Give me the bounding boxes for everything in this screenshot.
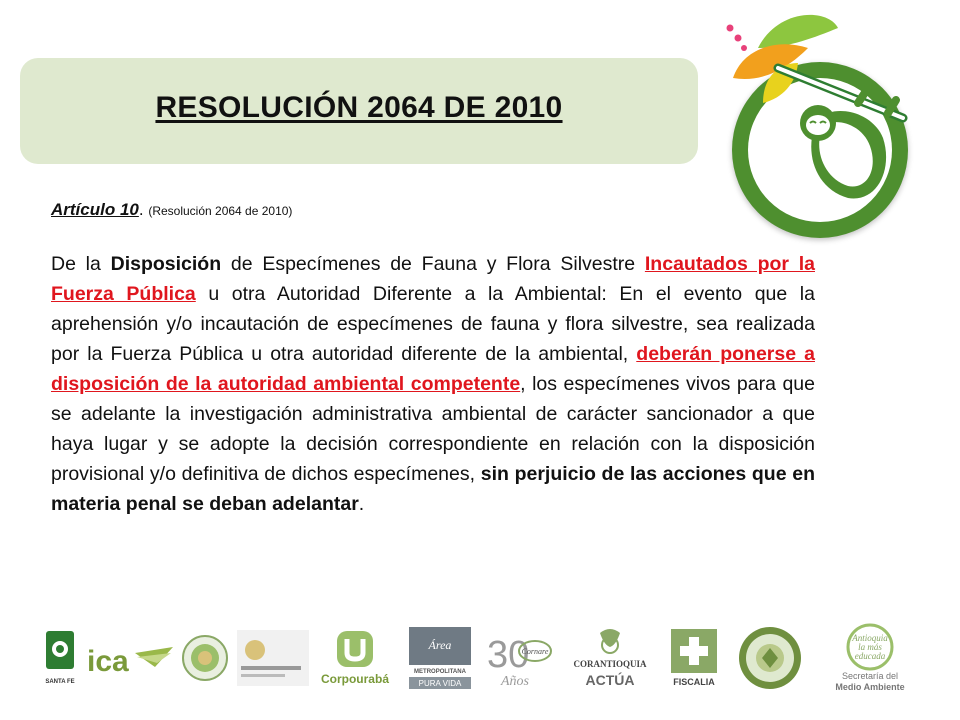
para-text-4: , los especímenes vivos para que se adelante la investigación administrativa ambiental de carácter sancionador a que haya lugar y se adopte la decisión correspondiente en relación con la disposición provisional y/o definitiva de dichos especímenes, [51,373,815,485]
antioquia-line2: la más [858,642,882,652]
dot-pink-3 [741,45,747,51]
dot-pink-2 [735,35,742,42]
cornare-anos: Años [501,674,529,689]
para-highlight-incautados: Incautados por la Fuerza Pública [51,253,815,305]
santafe-shield-icon [42,627,78,689]
para-text-3: u otra Autoridad Diferente a la Ambiental: En el evento que la aprehensión y/o incautación de especímenes de fauna y flora silvestre, sea realizada por la Fuerza Pública u otra autoridad diferente de la ambiental, [51,283,815,365]
seal-green-icon [181,634,229,682]
article-heading [51,200,292,220]
fiscalia-icon [669,625,719,691]
cornare-name: Cornare [521,647,549,656]
corantioquia-label: CORANTIOQUIA [573,659,647,669]
cornare-icon [485,625,555,691]
para-highlight-disposicion: deberán ponerse a disposición de la autoridad ambiental competente [51,343,815,395]
secretaria-line2: Medio Ambiente [835,682,905,692]
ica-label: ica [87,645,129,678]
logo-seal-green [180,625,230,691]
amva-icon [407,625,473,691]
secretaria-line1: Secretaría del [841,671,899,681]
fiscalia-label: FISCALIA [673,677,715,687]
minambiente-icon [237,630,309,686]
antioquia-line3: educada [854,651,886,661]
dot-pink-1 [727,25,734,32]
amva-line2: PURA VIDA [418,679,462,688]
para-text-1: De la [51,253,111,275]
article-label: Artículo 10 [51,200,139,219]
page-title: RESOLUCIÓN 2064 DE 2010 [155,91,563,124]
para-bold-perjuicio: sin perjuicio de las acciones que en materia penal se deban adelantar [51,463,816,515]
logo-cornare [485,625,555,691]
logo-corantioquia [565,625,655,691]
para-text-5: . [358,493,365,515]
partner-logos-row [40,625,920,695]
article-paragraph [51,249,815,519]
amva-line1: METROPOLITANA [414,669,466,675]
article-source: (Resolución 2064 de 2010) [148,204,293,218]
logo-amva [405,625,475,691]
leaf-green [758,15,838,48]
sloth-face [806,115,830,135]
para-bold-disposicion: Disposición [110,253,222,275]
logo-minambiente [235,625,310,691]
amva-area-label: Área [428,638,452,652]
ica-logo-icon [85,633,175,683]
logo-ica [85,625,175,691]
title-banner [20,58,698,164]
policia-seal-icon [737,625,803,691]
logo-corpouraba [315,625,395,691]
logo-antioquia [820,625,920,691]
actua-label: ACTÚA [585,672,635,688]
logo-fiscalia [668,625,720,691]
antioquia-icon [820,623,920,693]
article-punct: . [138,200,144,219]
sloth-logo-icon [718,8,918,248]
corpouraba-label: Corpourabá [320,672,390,686]
logo-santafe [40,625,80,691]
corantioquia-icon [565,625,655,691]
logo-policia [735,625,805,691]
antioquia-line1: Antioquia [852,633,888,643]
cornare-number: 30 [487,634,530,676]
santafe-label: SANTA FE [45,679,75,685]
para-text-2: de Especímenes de Fauna y Flora Silvestre [221,253,645,275]
corpouraba-icon [315,627,395,689]
